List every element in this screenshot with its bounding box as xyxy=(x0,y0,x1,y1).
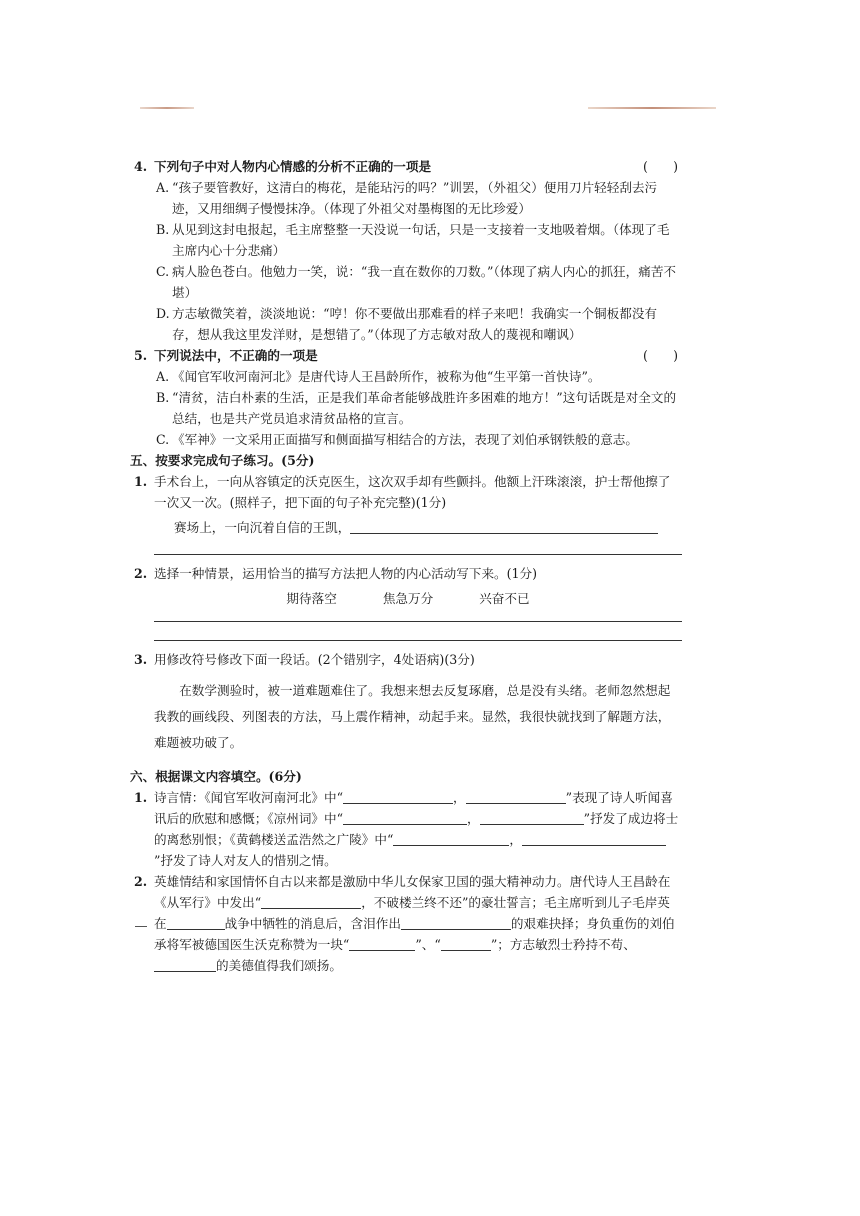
option-text: “清贫，洁白朴素的生活，正是我们革命者能够战胜许多困难的地方！”这句话既是对全文的总结，也是共产党员追求清贫品格的宣言。 xyxy=(172,390,677,426)
option-text: 从见到这封电报起，毛主席整整一天没说一句话，只是一支接着一支地吸着烟。（体现了毛主席内心十分悲痛） xyxy=(172,222,670,258)
answer-blank[interactable] xyxy=(350,519,658,534)
top-right-rule xyxy=(588,107,716,109)
answer-paren[interactable]: ( ) xyxy=(642,159,678,174)
item-text: 选择一种情景，运用恰当的描写方法把人物的内心活动写下来。(1分) xyxy=(154,566,538,581)
question-number: 5. xyxy=(134,348,148,363)
option-text: 方志敏微笑着，淡淡地说：“哼！你不要做出那难看的样子来吧！我确实一个铜板都没有存，想从我这里发洋财，是想错了。”（体现了方志敏对敌人的蔑视和嘲讽） xyxy=(172,306,658,342)
text-segment: ， xyxy=(453,790,466,805)
option-c xyxy=(134,261,682,303)
worksheet-content xyxy=(130,156,682,976)
option-label: D. xyxy=(156,306,170,321)
option-text: “孩子要管教好，这清白的梅花，是能玷污的吗？”训罢，（外祖父）便用刀片轻轻刮去污迹，又用细绸子慢慢抹净。（体现了外祖父对墨梅图的无比珍爱） xyxy=(172,180,658,216)
choice-3: 兴奋不已 xyxy=(479,591,530,606)
scenario-choices xyxy=(134,588,682,609)
question-5 xyxy=(134,345,682,366)
answer-blank[interactable] xyxy=(586,831,666,846)
option-label: B. xyxy=(156,222,170,237)
text-segment: ， xyxy=(509,832,523,847)
answer-paren[interactable]: ( ) xyxy=(642,348,678,363)
option-label: A. xyxy=(156,369,170,384)
answer-blank[interactable] xyxy=(466,789,566,804)
section-5-item-3 xyxy=(134,649,682,670)
option-d xyxy=(134,303,682,345)
text-segment: ，不破楼兰终不还”的豪壮誓言；毛主席听到儿子毛岸英在 xyxy=(154,895,670,931)
answer-blank[interactable] xyxy=(401,915,511,930)
text-segment: 的美德值得我们颂扬。 xyxy=(216,958,342,973)
item-number: 2. xyxy=(134,566,148,581)
text-segment: 英雄情结和家国情怀自古以来都是激励中华儿女保家卫国的强大精神动力。唐代诗人王昌龄在《从军行》中发出“ xyxy=(154,874,671,910)
answer-blank[interactable] xyxy=(349,936,415,951)
option-label: C. xyxy=(156,432,170,447)
choice-1: 期待落空 xyxy=(286,591,337,606)
answer-line[interactable] xyxy=(154,640,682,641)
answer-blank[interactable] xyxy=(480,810,584,825)
option-c xyxy=(134,429,682,450)
answer-blank[interactable] xyxy=(343,789,453,804)
item-number: 2. xyxy=(134,874,148,889)
fill-prompt-row xyxy=(134,517,682,538)
option-label: B. xyxy=(156,390,170,405)
option-text: 《军神》一文采用正面描写和侧面描写相结合的方法，表现了刘伯承钢铁般的意志。 xyxy=(172,432,638,447)
item-text: 用修改符号修改下面一段话。(2个错别字，4处语病)(3分) xyxy=(154,652,475,667)
margin-mark xyxy=(135,926,147,927)
section-6-item-2 xyxy=(134,871,682,976)
item-number: 1. xyxy=(134,474,148,489)
answer-line[interactable] xyxy=(154,554,682,555)
section-6-item-1 xyxy=(134,787,682,871)
option-a xyxy=(134,177,682,219)
text-segment: 诗言情：《闻官军收河南河北》中“ xyxy=(154,790,344,805)
answer-blank[interactable] xyxy=(441,936,491,951)
text-segment: ”；方志敏烈士矜持不苟、 xyxy=(490,937,636,952)
option-text: 《闻官军收河南河北》是唐代诗人王昌龄所作，被称为他“生平第一首快诗”。 xyxy=(172,369,601,384)
text-segment: ， xyxy=(467,811,480,826)
text-segment: ”、“ xyxy=(415,937,441,952)
text-segment: ”抒发了成边将士的离愁别恨；《黄鹤楼送孟浩然之广陵》中“ xyxy=(154,811,679,847)
text-segment: 的艰难抉择；身负重伤的刘伯承将军被德国医生沃克称赞为一块“ xyxy=(154,916,675,952)
section-6-title: 六、根据课文内容填空。(6分) xyxy=(130,769,302,784)
answer-blank[interactable] xyxy=(167,915,225,930)
text-segment: 战争中牺牲的消息后，含泪作出 xyxy=(224,916,401,931)
answer-blank[interactable] xyxy=(522,831,586,846)
item-text: 手术台上，一向从容镇定的沃克医生，这次双手却有些颤抖。他额上汗珠滚滚，护士帮他擦了一次又一次。(照样子，把下面的句子补充完整)(1分) xyxy=(154,474,671,510)
text-segment: ”抒发了诗人对友人的惜别之情。 xyxy=(154,853,337,868)
question-stem: 下列句子中对人物内心情感的分析不正确的一项是 xyxy=(154,159,432,174)
answer-blank[interactable] xyxy=(261,894,361,909)
answer-line[interactable] xyxy=(154,621,682,622)
answer-blank[interactable] xyxy=(154,957,216,972)
option-b xyxy=(134,387,682,429)
question-stem: 下列说法中，不正确的一项是 xyxy=(154,348,318,363)
option-label: C. xyxy=(156,264,170,279)
section-5-item-2 xyxy=(134,563,682,584)
section-5-title: 五、按要求完成句子练习。(5分) xyxy=(130,453,315,468)
section-5-item-1 xyxy=(134,471,682,513)
fill-prompt: 赛场上，一向沉着自信的王凯， xyxy=(174,520,351,535)
question-4 xyxy=(134,156,682,177)
option-b xyxy=(134,219,682,261)
text-segment: ”表现了诗人听闻喜讯后的欣慰和感慨；《凉州词》中“ xyxy=(154,790,673,826)
option-label: A. xyxy=(156,180,170,195)
question-number: 4. xyxy=(134,159,148,174)
choice-2: 焦急万分 xyxy=(382,591,434,606)
item-number: 1. xyxy=(134,790,148,805)
top-left-rule xyxy=(140,107,194,109)
option-text: 病人脸色苍白。他勉力一笑，说：“我一直在数你的刀数。”（体现了病人内心的抓狂，痛苦不堪） xyxy=(172,264,677,300)
answer-blank[interactable] xyxy=(343,810,467,825)
option-a xyxy=(134,366,682,387)
item-number: 3. xyxy=(134,652,148,667)
answer-blank[interactable] xyxy=(393,831,509,846)
passage-to-edit: 在数学测验时，被一道难题难住了。我想来想去反复琢磨，总是没有头绪。老师忽然想起我教的画线段、列图表的方法，马上震作精神，动起手来。显然，我很快就找到了解题方法，难题被功破了。 xyxy=(154,683,671,750)
